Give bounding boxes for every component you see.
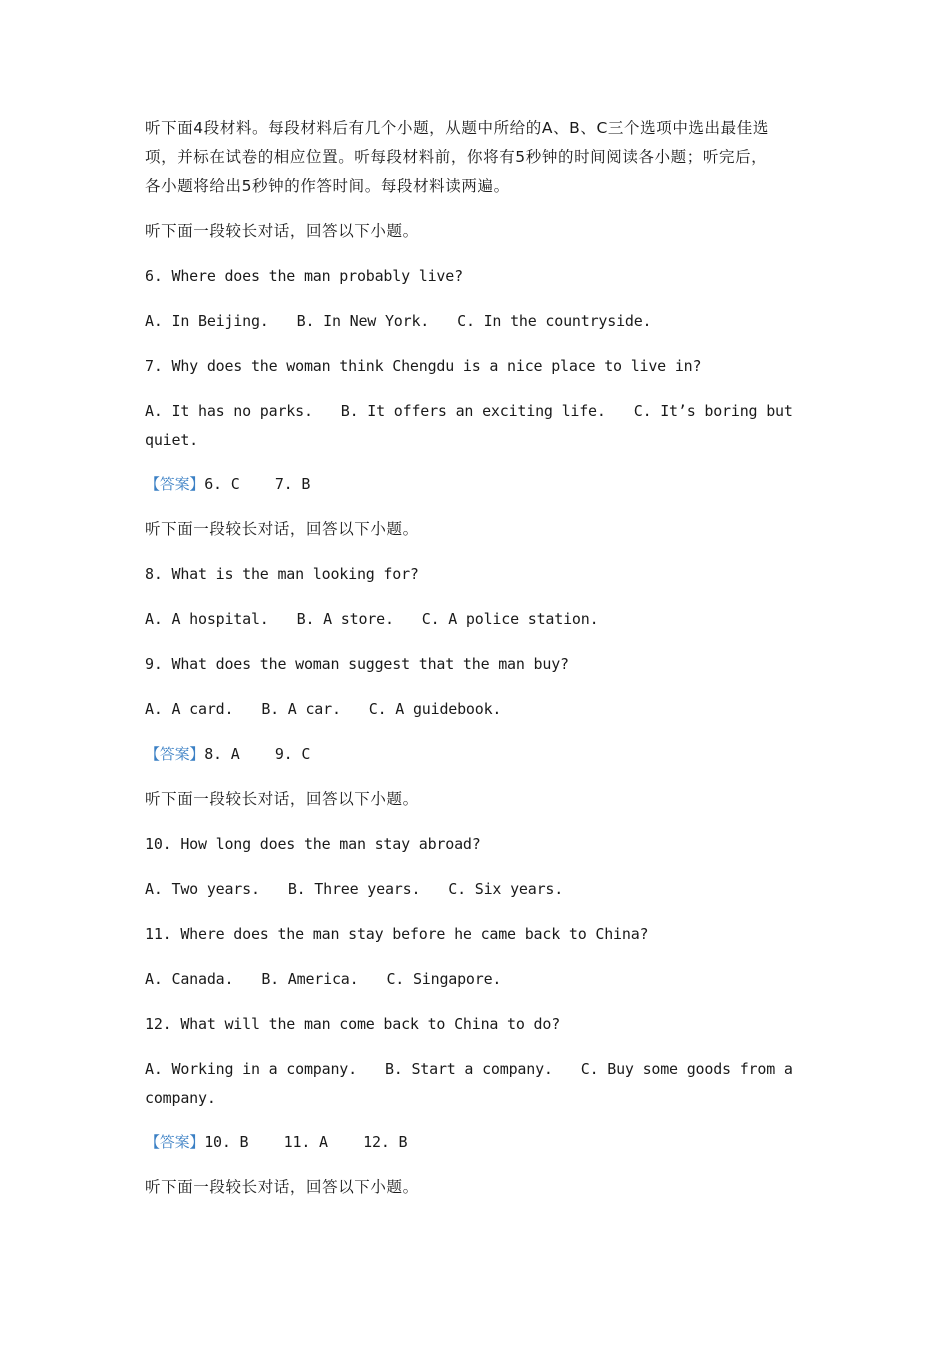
option-c: C. Buy some goods from a <box>580 1060 793 1078</box>
option-a: A. In Beijing. <box>145 312 269 330</box>
intro-line-3: 各小题将给出5秒钟的作答时间。每段材料读两遍。 <box>145 177 510 195</box>
question-10: 10. How long does the man stay abroad? <box>145 835 481 853</box>
answer-line-2 <box>145 744 805 764</box>
option-c: C. Six years. <box>448 880 564 898</box>
option-b: B. It offers an exciting life. <box>340 402 606 420</box>
question-9: 9. What does the woman suggest that the man buy? <box>145 655 569 673</box>
option-a: A. Canada. <box>145 970 234 988</box>
option-a: A. It has no parks. <box>145 402 313 420</box>
option-b: B. Three years. <box>287 880 421 898</box>
option-a: A. A card. <box>145 700 234 718</box>
question-7-options-continued: quiet. <box>145 431 198 449</box>
option-c: C. Singapore. <box>386 970 502 988</box>
answer-values: 8. A 9. C <box>204 745 311 763</box>
option-b: B. A car. <box>261 700 341 718</box>
option-b: B. A store. <box>296 610 394 628</box>
answer-line-1 <box>145 474 805 494</box>
option-c: C. A police station. <box>421 610 599 628</box>
option-c: C. A guidebook. <box>368 700 502 718</box>
section-instruction: 听下面一段较长对话，回答以下小题。 <box>145 520 419 538</box>
question-8: 8. What is the man looking for? <box>145 565 419 583</box>
answer-tag: 【答案】 <box>145 745 205 763</box>
section-instruction: 听下面一段较长对话，回答以下小题。 <box>145 1178 419 1196</box>
answer-line-3 <box>145 1132 805 1152</box>
question-7-options <box>145 401 805 421</box>
question-6: 6. Where does the man probably live? <box>145 267 463 285</box>
option-a: A. A hospital. <box>145 610 269 628</box>
option-b: B. Start a company. <box>384 1060 553 1078</box>
intro-line-2: 项，并标在试卷的相应位置。听每段材料前，你将有5秒钟的时间阅读各小题；听完后， <box>145 148 768 166</box>
question-12-options-continued: company. <box>145 1089 216 1107</box>
option-b: B. In New York. <box>296 312 430 330</box>
answer-tag: 【答案】 <box>145 475 205 493</box>
section-instruction: 听下面一段较长对话，回答以下小题。 <box>145 222 419 240</box>
question-6-options <box>145 311 805 331</box>
question-10-options <box>145 879 805 899</box>
question-9-options <box>145 699 805 719</box>
question-11-options <box>145 969 805 989</box>
option-a: A. Working in a company. <box>145 1060 357 1078</box>
option-c: C. It’s boring but <box>633 402 793 420</box>
section-instruction: 听下面一段较长对话，回答以下小题。 <box>145 790 419 808</box>
option-b: B. America. <box>261 970 359 988</box>
answer-values: 6. C 7. B <box>204 475 311 493</box>
question-11: 11. Where does the man stay before he came back to China? <box>145 925 649 943</box>
question-12-options <box>145 1059 805 1079</box>
option-a: A. Two years. <box>145 880 260 898</box>
intro-line-1: 听下面4段材料。每段材料后有几个小题，从题中所给的A、B、C三个选项中选出最佳选 <box>145 119 769 137</box>
answer-values: 10. B 11. A 12. B <box>204 1133 408 1151</box>
question-7: 7. Why does the woman think Chengdu is a nice place to live in? <box>145 357 702 375</box>
question-8-options <box>145 609 805 629</box>
question-12: 12. What will the man come back to China to do? <box>145 1015 561 1033</box>
option-c: C. In the countryside. <box>457 312 652 330</box>
answer-tag: 【答案】 <box>145 1133 205 1151</box>
